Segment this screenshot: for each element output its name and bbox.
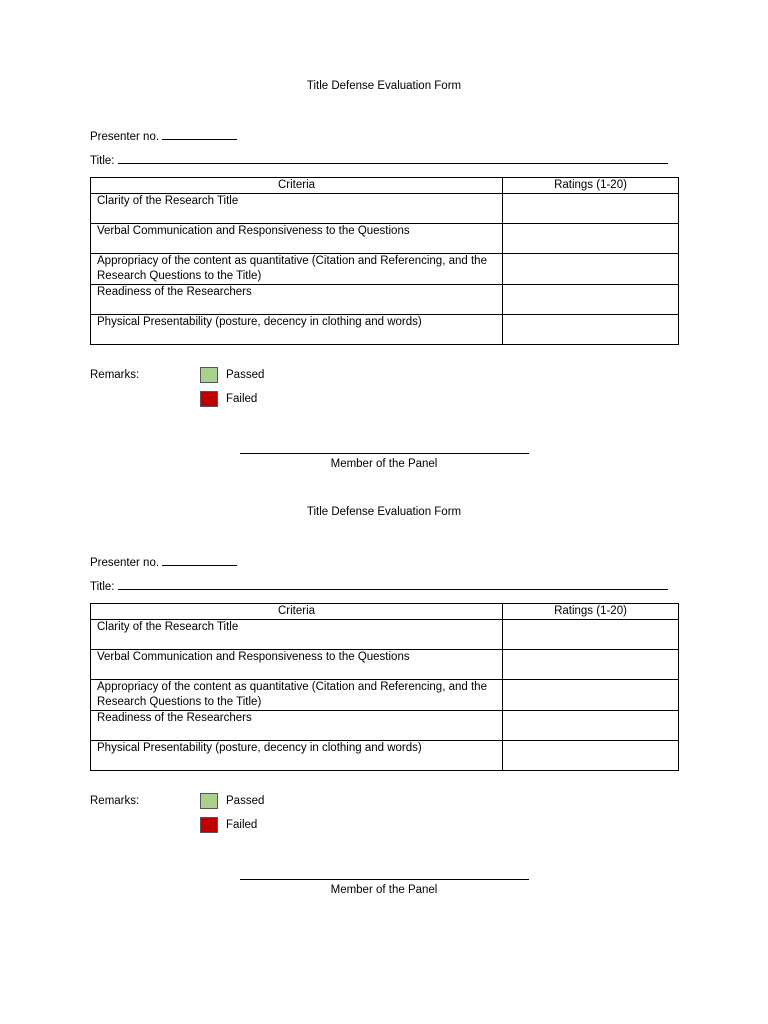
table-row	[91, 620, 679, 650]
form-title: Title Defense Evaluation Form	[306, 80, 462, 92]
criteria-header: Criteria	[91, 178, 503, 194]
table-row	[91, 285, 679, 315]
form-title: Title Defense Evaluation Form	[306, 506, 462, 518]
rating-cell[interactable]	[503, 620, 679, 650]
table-row	[91, 650, 679, 680]
failed-label: Failed	[226, 393, 258, 405]
criterion-cell: Appropriacy of the content as quantitative (Citation and Referencing, and the Research Questions to the Title)	[91, 254, 503, 285]
presenter-label: Presenter no.	[90, 131, 160, 143]
title-blank[interactable]	[118, 152, 668, 164]
ratings-header: Ratings (1-20)	[503, 604, 679, 620]
presenter-label: Presenter no.	[90, 557, 160, 569]
table-row	[91, 194, 679, 224]
table-header-row	[91, 178, 679, 194]
table-row	[91, 711, 679, 741]
table-row	[91, 224, 679, 254]
failed-checkbox[interactable]	[200, 391, 218, 407]
rating-cell[interactable]	[503, 650, 679, 680]
rating-cell[interactable]	[503, 285, 679, 315]
criterion-cell: Verbal Communication and Responsiveness to the Questions	[91, 650, 503, 680]
criterion-cell: Physical Presentability (posture, decency in clothing and words)	[91, 741, 503, 771]
rating-cell[interactable]	[503, 194, 679, 224]
table-row	[91, 680, 679, 711]
rating-cell[interactable]	[503, 315, 679, 345]
remarks-label: Remarks:	[90, 369, 140, 381]
table-row	[91, 254, 679, 285]
evaluation-form-1	[0, 0, 768, 470]
criterion-cell: Physical Presentability (posture, decency in clothing and words)	[91, 315, 503, 345]
criterion-cell: Clarity of the Research Title	[91, 194, 503, 224]
signature-line[interactable]	[240, 879, 529, 880]
failed-checkbox[interactable]	[200, 817, 218, 833]
passed-checkbox[interactable]	[200, 367, 218, 383]
presenter-number-blank[interactable]	[162, 554, 237, 566]
table-header-row	[91, 604, 679, 620]
rating-cell[interactable]	[503, 680, 679, 711]
failed-label: Failed	[226, 819, 258, 831]
passed-label: Passed	[226, 795, 265, 807]
criterion-cell: Readiness of the Researchers	[91, 711, 503, 741]
criteria-header: Criteria	[91, 604, 503, 620]
signature-caption: Member of the Panel	[330, 884, 438, 896]
title-label: Title:	[90, 155, 115, 167]
title-blank[interactable]	[118, 578, 668, 590]
passed-label: Passed	[226, 369, 265, 381]
criterion-cell: Verbal Communication and Responsiveness to the Questions	[91, 224, 503, 254]
criteria-table	[90, 177, 679, 345]
criterion-cell: Clarity of the Research Title	[91, 620, 503, 650]
presenter-line	[90, 554, 237, 570]
title-line	[90, 578, 668, 594]
rating-cell[interactable]	[503, 224, 679, 254]
rating-cell[interactable]	[503, 254, 679, 285]
presenter-line	[90, 128, 237, 144]
table-row	[91, 741, 679, 771]
ratings-header: Ratings (1-20)	[503, 178, 679, 194]
criteria-table	[90, 603, 679, 771]
rating-cell[interactable]	[503, 711, 679, 741]
rating-cell[interactable]	[503, 741, 679, 771]
table-row	[91, 315, 679, 345]
remarks-label: Remarks:	[90, 795, 140, 807]
evaluation-form-2	[0, 426, 768, 896]
passed-checkbox[interactable]	[200, 793, 218, 809]
title-line	[90, 152, 668, 168]
criterion-cell: Appropriacy of the content as quantitative (Citation and Referencing, and the Research Questions to the Title)	[91, 680, 503, 711]
criterion-cell: Readiness of the Researchers	[91, 285, 503, 315]
presenter-number-blank[interactable]	[162, 128, 237, 140]
signature-caption: Member of the Panel	[330, 458, 438, 470]
title-label: Title:	[90, 581, 115, 593]
